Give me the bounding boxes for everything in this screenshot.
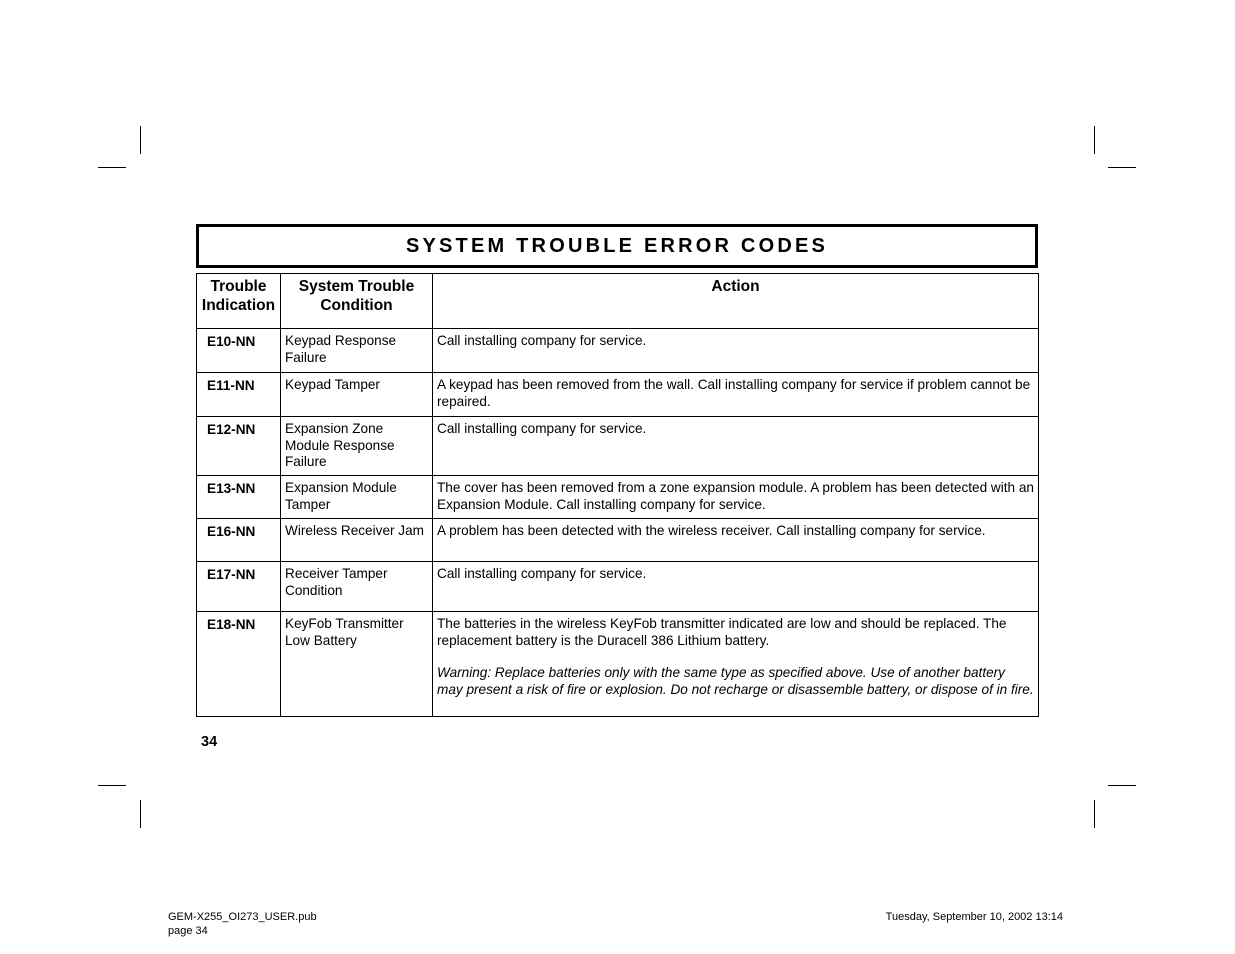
crop-mark [1094, 800, 1095, 828]
trouble-action: A keypad has been removed from the wall. Call installing company for service if problem cannot be repaired. [433, 373, 1039, 417]
trouble-action: Call installing company for service. [433, 329, 1039, 373]
trouble-action: The batteries in the wireless KeyFob transmitter indicated are low and should be replaced. The replacement battery is the Duracell 386 Lithium battery. [437, 616, 1007, 648]
trouble-code: E17-NN [197, 562, 281, 612]
crop-mark [1108, 785, 1136, 786]
crop-mark [140, 800, 141, 828]
crop-mark [1108, 167, 1136, 168]
table-row [197, 612, 1039, 717]
trouble-action: A problem has been detected with the wireless receiver. Call installing company for service. [433, 519, 1039, 562]
trouble-action: Call installing company for service. [433, 562, 1039, 612]
table-row [197, 373, 1039, 417]
footer-file-info [168, 910, 317, 938]
header-system-trouble-condition: System Trouble Condition [281, 274, 433, 329]
trouble-code: E13-NN [197, 476, 281, 519]
trouble-code: E16-NN [197, 519, 281, 562]
header-action: Action [433, 274, 1039, 329]
table-row [197, 329, 1039, 373]
table-header-row [197, 274, 1039, 329]
page-number: 34 [201, 734, 218, 750]
trouble-condition: KeyFob Transmitter Low Battery [281, 612, 433, 717]
trouble-condition: Wireless Receiver Jam [281, 519, 433, 562]
footer-timestamp: Tuesday, September 10, 2002 13:14 [885, 911, 1063, 923]
error-codes-table [196, 273, 1039, 717]
table-row [197, 476, 1039, 519]
table-row [197, 519, 1039, 562]
trouble-code: E10-NN [197, 329, 281, 373]
crop-mark [98, 785, 126, 786]
trouble-action: The cover has been removed from a zone expansion module. A problem has been detected with an Expansion Module. Call installing company for service. [433, 476, 1039, 519]
trouble-action-cell [433, 612, 1039, 717]
trouble-code: E18-NN [197, 612, 281, 717]
title-box [196, 224, 1038, 268]
trouble-condition: Receiver Tamper Condition [281, 562, 433, 612]
footer-filename: GEM-X255_OI273_USER.pub [168, 911, 317, 923]
table-row [197, 417, 1039, 476]
crop-mark [1094, 126, 1095, 154]
trouble-condition: Expansion Module Tamper [281, 476, 433, 519]
trouble-action: Call installing company for service. [433, 417, 1039, 476]
header-trouble-indication: Trouble Indication [197, 274, 281, 329]
trouble-condition: Keypad Tamper [281, 373, 433, 417]
crop-mark [98, 167, 126, 168]
page-title: SYSTEM TROUBLE ERROR CODES [405, 234, 829, 257]
table-row [197, 562, 1039, 612]
trouble-code: E11-NN [197, 373, 281, 417]
battery-warning: Warning: Replace batteries only with the same type as specified above. Use of another battery may present a risk of fire or explosion. Do not recharge or disassemble battery, or dispose of in fire. [437, 665, 1034, 697]
trouble-code: E12-NN [197, 417, 281, 476]
trouble-condition: Expansion Zone Module Response Failure [281, 417, 433, 476]
footer-page: page 34 [168, 925, 208, 937]
crop-mark [140, 126, 141, 154]
trouble-condition: Keypad Response Failure [281, 329, 433, 373]
